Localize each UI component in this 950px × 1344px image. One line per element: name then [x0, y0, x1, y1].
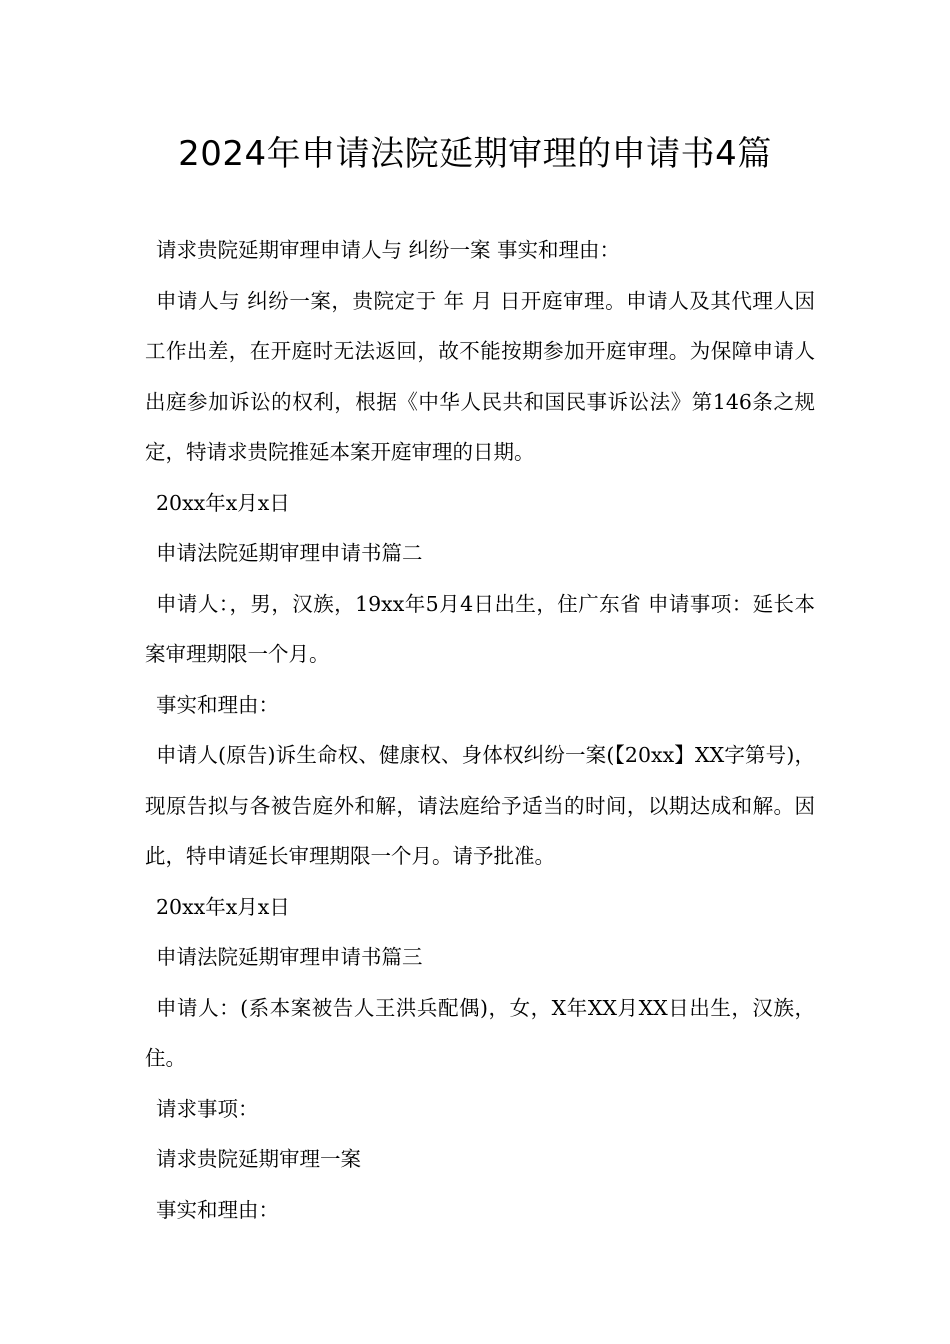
paragraph-date-1: 20xx年x月x日 — [156, 490, 290, 515]
paragraph-reasons-1: 申请人与 纠纷一案，贵院定于 年 月 日开庭审理。申请人及其代理人因工作出差，在开庭时无法返回，故不能按期参加开庭审理。为保障申请人出庭参加诉讼的权利，根据《中华人民共和国民事诉讼法》第146条之规定，特请求贵院推延本案开庭审理的日期。 — [145, 288, 815, 464]
paragraph-request-3: 请求贵院延期审理一案 — [156, 1147, 361, 1171]
paragraph-date-2: 20xx年x月x日 — [156, 894, 290, 919]
section-heading-3: 申请法院延期审理申请书篇三 — [156, 945, 423, 969]
paragraph-applicant-2: 申请人：，男，汉族，19xx年5月4日出生，住广东省 申请事项：延长本案审理期限一个月。 — [145, 591, 815, 666]
paragraph-request-heading-3: 请求事项： — [156, 1096, 259, 1121]
section-heading-2: 申请法院延期审理申请书篇二 — [156, 541, 423, 565]
paragraph-applicant-3: 申请人：(系本案被告人王洪兵配偶)，女，X年XX月XX日出生，汉族，住。 — [145, 995, 815, 1070]
paragraph-request-intro: 请求贵院延期审理申请人与 纠纷一案 事实和理由： — [156, 238, 621, 262]
document-title: 2024年申请法院延期审理的申请书4篇 — [178, 134, 772, 174]
document-body — [145, 225, 815, 1235]
paragraph-facts-heading-2: 事实和理由： — [156, 692, 279, 717]
paragraph-reasons-2: 申请人(原告)诉生命权、健康权、身体权纠纷一案(【20xx】XX字第号)，现原告拟与各被告庭外和解，请法庭给予适当的时间，以期达成和解。因此，特申请延长审理期限一个月。请予批准。 — [145, 743, 815, 868]
paragraph-facts-heading-3: 事实和理由： — [156, 1197, 279, 1222]
